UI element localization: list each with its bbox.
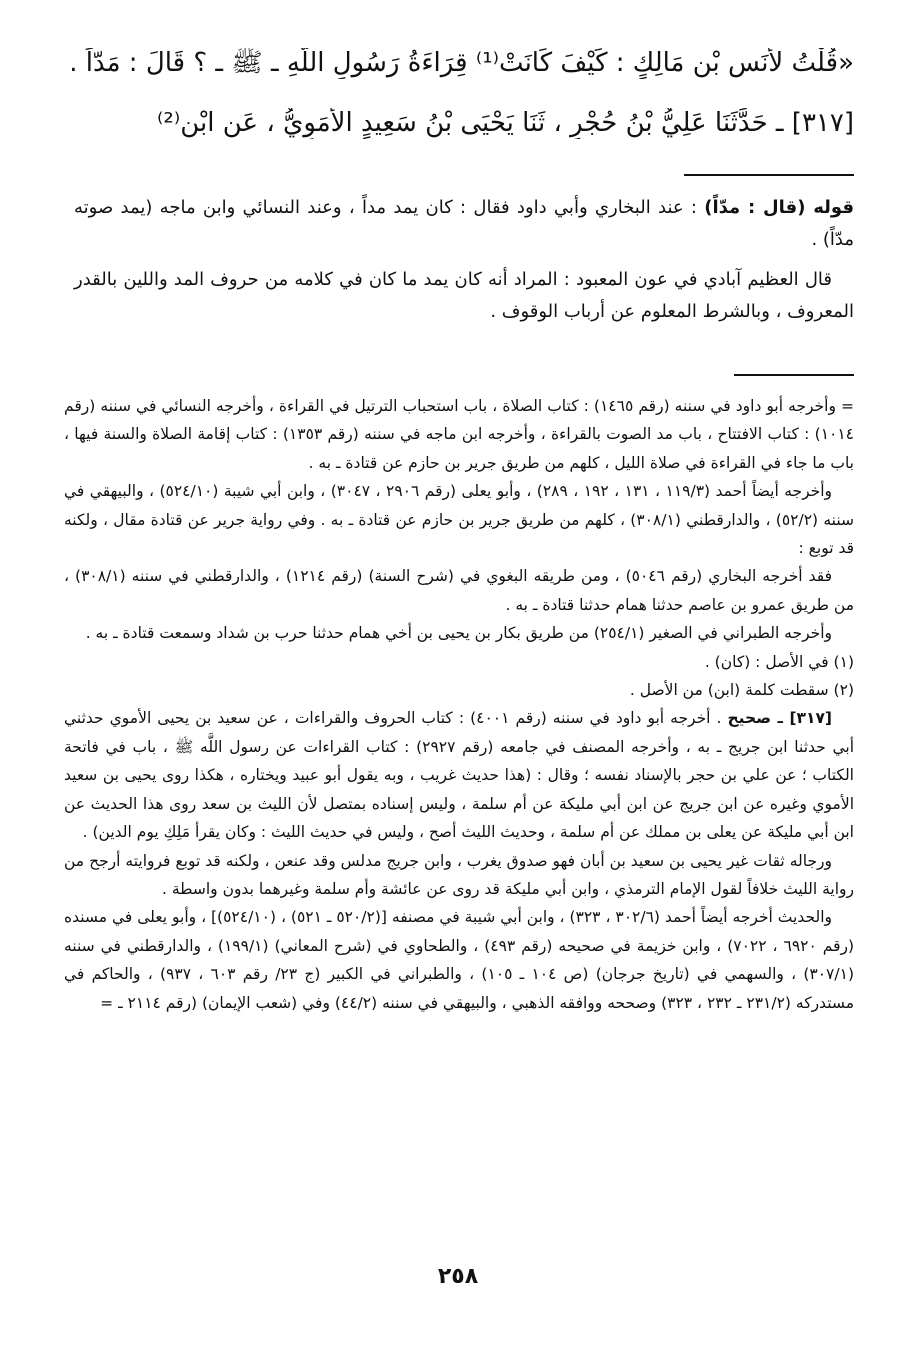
footnote-2: (٢) سقطت كلمة (ابن) من الأصل . bbox=[629, 681, 854, 700]
footnote-1: (١) في الأصل : (كان) . bbox=[704, 652, 854, 671]
page-number: ٢٥٨ bbox=[437, 1264, 479, 1289]
footnote-paragraph: ورجاله ثقات غير يحيى بن سعيد بن أبان فهو صدوق يغرب ، وابن جريج مدلس وقد عنعن ، ولكنه قد توبع فروايته أرجح من رواية الليث خلافاً لقول الإمام الترمذي ، وابن أبي مليكة قد روى عن عائشة وأم سلمة وغيرهما بدون واسطة . bbox=[64, 851, 854, 898]
separator-rule bbox=[684, 174, 854, 176]
footnotes-block bbox=[64, 392, 854, 1017]
footnote-paragraph: = وأخرجه أبو داود في سننه (رقم ١٤٦٥) : كتاب الصلاة ، باب استحباب الترتيل في القراءة ، وأخرجه النسائي في سننه (رقم ١٠١٤) : كتاب الافتتاح ، باب مد الصوت بالقراءة ، وأخرجه ابن ماجه في سننه (رقم ١٣٥٣) : كتاب إقامة الصلاة والسنة فيها ، باب ما جاء في القراءة في صلاة الليل ، كلهم من طريق جرير بن حازم عن قتادة ـ به . bbox=[64, 397, 855, 472]
takhrij-lead: [٣١٧] ـ صحيح bbox=[727, 709, 833, 728]
takhrij-text: . أخرجه أبو داود في سننه (رقم ٤٠٠١) : كتاب الحروف والقراءات ، عن سعيد بن يحيى الأموي حدثني أبي حدثنا ابن جريج ـ به ، وأخرجه المصنف في جامعه (رقم ٢٩٢٧) : كتاب القراءات عن رسول اللَّه ﷺ ، باب في فاتحة الكتاب ؛ عن علي بن حجر بالإسناد نفسه ؛ وقال : (هذا حديث غريب ، وبه يقول أبو عبيد ويختاره ، هكذا روى يحيى بن سعيد الأموي وغيره عن ابن جريج عن ابن أبي مليكة عن أم سلمة ، وليس إسناده بمتصل لأن الليث بن سعد روى هذا الحديث عن ابن أبي مليكة عن يعلى بن مملك عن أم سلمة ، وحديث الليث أصح ، وليس في حديث الليث : وكان يقرأ مَلِكِ يوم الدين) . bbox=[64, 709, 854, 842]
commentary-block bbox=[74, 192, 854, 336]
commentary-text: : عند البخاري وأبي داود فقال : كان يمد مداً ، وعند النسائي وابن ماجه (يمد صوته مدّاً) . bbox=[74, 197, 854, 250]
hadith-text-line-2: [٣١٧] ـ حَدَّثَنَا عَلِيُّ بْنُ حُجْرٍ ، ثَنَا يَحْيَى بْنُ سَعِيدٍ الأُمَوِيُّ ، عَنِ ابْنِ⁽²⁾ bbox=[157, 108, 854, 138]
footnote-paragraph: فقد أخرجه البخاري (رقم ٥٠٤٦) ، ومن طريقه البغوي في (شرح السنة) (رقم ١٢١٤) ، والدارقطني في سننه (٣٠٨/١) ، من طريق عمرو بن عاصم حدثنا همام حدثنا قتادة ـ به . bbox=[64, 567, 854, 614]
footnote-paragraph: وأخرجه الطبراني في الصغير (٢٥٤/١) من طريق بكار بن يحيى بن أخي همام حدثنا حرب بن شداد وسمعت قتادة ـ به . bbox=[85, 624, 832, 643]
footnote-paragraph: وأخرجه أيضاً أحمد (١١٩/٣ ، ١٣١ ، ١٩٢ ، ٢٨٩) ، وأبو يعلى (رقم ٢٩٠٦ ، ٣٠٤٧) ، وابن أبي شيبة (٥٢٤/١٠) ، والبيهقي في سننه (٥٢/٢) ، والدارقطني (٣٠٨/١) ، كلهم من طريق جرير بن حازم عن قتادة ـ به . وفي رواية جرير عن قتادة مقال ، ولكنه قد توبع : bbox=[64, 482, 854, 558]
commentary-paragraph bbox=[74, 192, 854, 256]
separator-rule bbox=[734, 374, 854, 376]
hadith-text-line-1: «قُلْتُ لأَنَسِ بْنِ مَالِكٍ : كَيْفَ كَانَتْ⁽¹⁾ قِرَاءَةُ رَسُولِ اللَّهِ ـ ﷺ ـ ؟ قَالَ : مَدّاً . bbox=[69, 48, 854, 78]
commentary-lead: قوله (قال : مدّاً) bbox=[704, 197, 854, 218]
commentary-paragraph: قال العظيم آبادي في عون المعبود : المراد أنه كان يمد ما كان في كلامه من حروف المد واللين بالقدر المعروف ، وبالشرط المعلوم عن أرباب الوقوف . bbox=[74, 269, 854, 322]
footnote-paragraph bbox=[64, 704, 854, 846]
footnote-paragraph: والحديث أخرجه أيضاً أحمد (٣٠٢/٦ ، ٣٢٣) ، وابن أبي شيبة في مصنفه [(٥٢٠/٢ ـ ٥٢١) ، (٥٢٤/١٠)] ، وأبو يعلى في مسنده (رقم ٦٩٢٠ ، ٧٠٢٢) ، وابن خزيمة في صحيحه (رقم ٤٩٣) ، والطحاوي في (شرح المعاني) (١٩٩/١) ، والدارقطني في سننه (٣٠٧/١) ، والسهمي في (تاريخ جرجان) (ص ١٠٤ ـ ١٠٥) ، والطبراني في الكبير (ج ٢٣/ رقم ٦٠٣ ، ٩٣٧) ، والحاكم في مستدركه (٢٣١/٢ ـ ٢٣٢ ، ٣٢٣) وصححه ووافقه الذهبي ، والبيهقي في سننه (٤٤/٢) وفي (شعب الإيمان) (رقم ٢١١٤ ـ = bbox=[64, 908, 855, 1012]
